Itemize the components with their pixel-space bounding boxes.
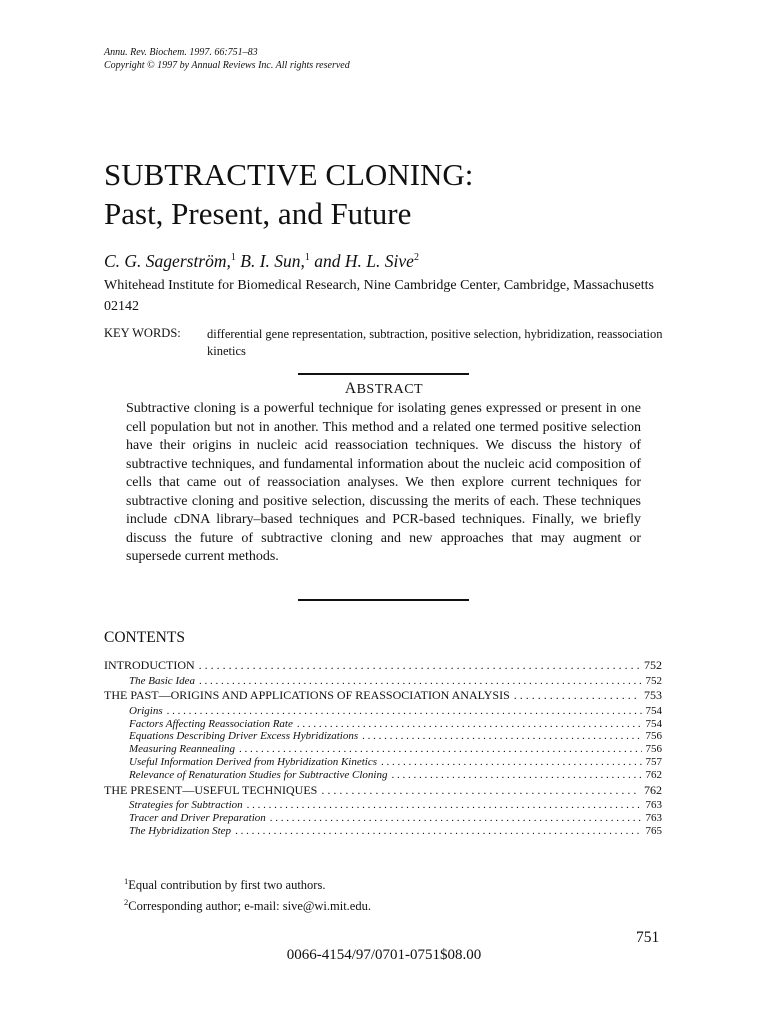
- toc-entry-title: INTRODUCTION: [104, 658, 195, 672]
- article-code: 0066-4154/97/0701-0751$08.00: [286, 947, 482, 963]
- footnotes: [124, 873, 371, 915]
- author-3-footnote-mark: 2: [413, 252, 419, 263]
- contents-heading: CONTENTS: [104, 629, 185, 646]
- toc-subentry: [104, 705, 662, 718]
- copyright-line: Copyright © 1997 by Annual Reviews Inc. All rights reserved: [104, 59, 350, 71]
- keywords-label: KEY WORDS:: [104, 326, 181, 340]
- toc-entry-page: 756: [645, 730, 662, 743]
- author-2: B. I. Sun,: [240, 251, 305, 271]
- toc-subentry: [104, 718, 662, 731]
- toc-dot-leader: [270, 812, 642, 825]
- toc-entry-title: The Hybridization Step: [129, 824, 232, 837]
- toc-entry-title: The Basic Idea: [129, 674, 195, 687]
- title-line-1: SUBTRACTIVE CLONING:: [104, 157, 474, 192]
- toc-entry: [104, 657, 662, 675]
- toc-entry-page: 762: [644, 782, 662, 797]
- toc-entry-page: 754: [645, 704, 662, 717]
- toc-entry-title: Origins: [129, 704, 163, 717]
- toc-entry-title: Useful Information Derived from Hybridization Kinetics: [129, 755, 377, 768]
- toc-entry-title: Relevance of Renaturation Studies for Subtractive Cloning: [129, 768, 388, 781]
- toc-entry-title: Strategies for Subtraction: [129, 799, 243, 812]
- toc-subentry: [104, 730, 662, 743]
- affiliation: Whitehead Institute for Biomedical Research, Nine Cambridge Center, Cambridge, Massachusetts 02142: [104, 278, 654, 314]
- footnote-2-text: Corresponding author; e-mail: sive@wi.mit.edu.: [128, 899, 371, 913]
- toc-dot-leader: [362, 730, 641, 743]
- toc-entry-page: 763: [645, 799, 662, 812]
- abstract-body: Subtractive cloning is a powerful technique for isolating genes expressed or present in one cell population but not in another. This method and a related one termed positive selection have their origins in nucleic acid reassociation techniques. We discuss the history of subtractive techniques, and fundamental information about the nucleic acid composition of cells that came out of reassociation analyses. We then explore current techniques for subtractive cloning and positive selection, discussing the merits of each. These techniques include cDNA library–based techniques and PCR-based techniques. Finally, we briefly discuss the future of subtractive cloning and new approaches that may augment or supersede current methods.: [126, 401, 641, 564]
- toc-entry-page: 756: [645, 743, 662, 756]
- abstract-heading-rest: BSTRACT: [356, 382, 424, 397]
- toc-entry: [104, 687, 662, 705]
- author-list: [104, 251, 419, 272]
- title-line-2: Past, Present, and Future: [104, 196, 412, 231]
- journal-citation: [104, 47, 350, 72]
- toc-entry-page: 757: [645, 755, 662, 768]
- toc-dot-leader: [235, 825, 641, 838]
- journal-line: Annu. Rev. Biochem. 1997. 66:751–83: [104, 47, 258, 58]
- author-3: and H. L. Sive: [314, 251, 414, 271]
- footnote-1-mark: 1: [124, 876, 129, 886]
- footnote-2-mark: 2: [124, 897, 129, 907]
- article-title: [104, 155, 473, 233]
- toc-entry-title: Equations Describing Driver Excess Hybridizations: [129, 730, 359, 743]
- author-1-footnote-mark: 1: [230, 252, 236, 263]
- toc-entry-page: 765: [645, 824, 662, 837]
- footnote-1: [124, 873, 371, 894]
- toc-dot-leader: [239, 743, 641, 756]
- toc-entry-title: Factors Affecting Reassociation Rate: [129, 717, 293, 730]
- toc-entry-page: 752: [644, 658, 662, 672]
- toc-dot-leader: [391, 769, 641, 782]
- toc-subentry: [104, 799, 662, 812]
- abstract-heading-initial: A: [344, 380, 357, 397]
- author-1: C. G. Sagerström,: [104, 251, 231, 271]
- toc-dot-leader: [199, 675, 642, 688]
- toc-dot-leader: [514, 687, 640, 705]
- toc-subentry: [104, 825, 662, 838]
- abstract-heading: [0, 380, 768, 398]
- toc-entry-title: THE PAST—ORIGINS AND APPLICATIONS OF REASSOCIATION ANALYSIS: [104, 688, 510, 703]
- toc-entry-title: THE PRESENT—USEFUL TECHNIQUES: [104, 782, 318, 797]
- footnote-1-text: Equal contribution by first two authors.: [128, 878, 326, 892]
- page-number: 751: [636, 929, 660, 946]
- toc-subentry: [104, 812, 662, 825]
- toc-dot-leader: [167, 705, 642, 718]
- toc-subentry: [104, 756, 662, 769]
- table-of-contents: [104, 657, 662, 837]
- keywords-text: differential gene representation, subtraction, positive selection, hybridization, reassociation kinetics: [207, 327, 663, 358]
- toc-subentry: [104, 743, 662, 756]
- toc-subentry: [104, 769, 662, 782]
- author-2-footnote-mark: 1: [304, 252, 310, 263]
- abstract-top-rule: [298, 373, 469, 375]
- toc-entry-page: 763: [645, 811, 662, 824]
- toc-dot-leader: [199, 657, 640, 675]
- toc-dot-leader: [297, 718, 642, 731]
- footnote-2: [124, 894, 371, 915]
- toc-dot-leader: [321, 782, 640, 800]
- toc-entry: [104, 782, 662, 800]
- toc-entry-title: Tracer and Driver Preparation: [129, 811, 266, 824]
- toc-dot-leader: [381, 756, 642, 769]
- toc-subentry: [104, 675, 662, 688]
- toc-dot-leader: [247, 799, 642, 812]
- toc-entry-page: 753: [644, 688, 662, 703]
- toc-entry-page: 752: [645, 674, 662, 687]
- toc-entry-title: Measuring Reannealing: [129, 743, 236, 756]
- abstract-bottom-rule: [298, 599, 469, 601]
- toc-entry-page: 754: [645, 717, 662, 730]
- toc-entry-page: 762: [645, 768, 662, 781]
